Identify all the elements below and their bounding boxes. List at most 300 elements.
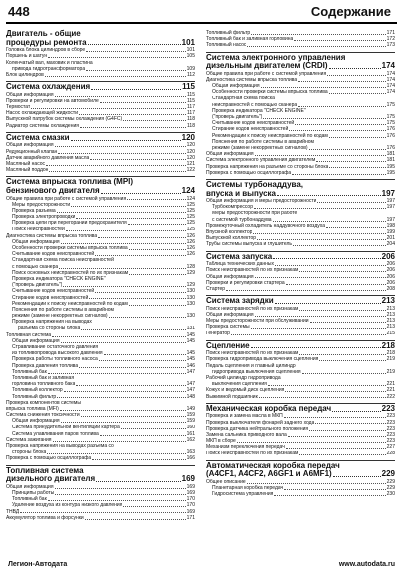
dot-leader bbox=[123, 120, 186, 121]
toc-entry-text: Общая информация bbox=[12, 418, 60, 425]
dot-leader bbox=[309, 430, 386, 431]
toc-entry-text: Топливный коллектор bbox=[12, 387, 63, 394]
toc-entry-text: Поиск основных неисправностей по их признакам bbox=[12, 269, 129, 276]
dot-leader bbox=[275, 303, 381, 304]
toc-entry-text: Система улавливания паров топлива bbox=[12, 430, 99, 437]
toc-entry-text: Общая информация bbox=[12, 238, 60, 245]
toc-entry-text: Общая информация bbox=[206, 311, 254, 318]
toc-entry-page: 175 bbox=[386, 120, 395, 127]
toc-entry-page: 174 bbox=[386, 89, 395, 96]
toc-entry-page: 208 bbox=[386, 285, 395, 292]
dot-leader bbox=[286, 284, 386, 285]
toc-entry-page: 174 bbox=[386, 83, 395, 90]
dot-leader bbox=[226, 290, 386, 291]
toc-entry-text: Турбокомпрессор bbox=[212, 204, 253, 211]
toc-entry-page: 115 bbox=[187, 91, 195, 98]
dot-leader bbox=[251, 347, 381, 348]
toc-entry-text: Топливный фильтр bbox=[206, 30, 251, 36]
toc-entry-text: Гидросистема управления bbox=[212, 491, 274, 498]
toc-entry-page: 170 bbox=[186, 496, 195, 503]
dot-leader bbox=[255, 155, 386, 156]
toc-entry-page: 174 bbox=[386, 70, 395, 77]
toc-entry-text: Топливный бак bbox=[12, 496, 47, 503]
toc-entry[interactable] bbox=[6, 515, 195, 521]
toc-section bbox=[206, 340, 395, 400]
toc-entry-page: 118 bbox=[187, 122, 195, 129]
dot-leader bbox=[253, 233, 385, 234]
publisher-url: www.autodata.ru bbox=[338, 561, 395, 568]
section-heading-line[interactable]: Система электронного управления bbox=[206, 52, 346, 62]
toc-entry-page: 213 bbox=[386, 324, 395, 331]
header-rule bbox=[6, 22, 397, 24]
dot-leader bbox=[92, 459, 186, 460]
dot-leader bbox=[261, 87, 386, 88]
dot-leader bbox=[48, 500, 186, 501]
toc-entry-text: Планетарная коробка передач bbox=[212, 485, 284, 492]
toc-section bbox=[206, 52, 395, 176]
toc-entry-page: 213 bbox=[386, 305, 395, 312]
dot-leader bbox=[58, 153, 185, 154]
toc-entry-page: 129 bbox=[186, 269, 195, 276]
toc-entry-text: Проверки и регулировки стартера bbox=[206, 279, 285, 286]
toc-entry[interactable] bbox=[206, 42, 395, 48]
dot-leader bbox=[247, 46, 385, 47]
dot-leader bbox=[288, 436, 386, 437]
dot-leader bbox=[299, 310, 385, 311]
toc-entry-text: Рекомендации к поиску неисправностей по кодам bbox=[212, 132, 328, 139]
dot-leader bbox=[273, 221, 386, 222]
toc-entry-text: Кожух и ведомый диск сцепления bbox=[206, 387, 285, 394]
toc-section bbox=[6, 132, 195, 174]
toc-entry-text: Выжимной подшипник bbox=[206, 393, 258, 400]
toc-entry-text: Проверка давления топлива bbox=[12, 362, 79, 369]
toc-entry-text: Стирание кодов неисправностей bbox=[12, 294, 89, 301]
dot-leader bbox=[254, 208, 386, 209]
toc-entry-page: 197 bbox=[386, 198, 395, 205]
toc-entry-text: Проверка электропроводки bbox=[12, 214, 76, 221]
section-heading-text: дизельным двигателем (CRDI) bbox=[206, 61, 328, 71]
toc-entry-text: Диагностика системы впрыска топлива bbox=[6, 232, 98, 239]
toc-right-column bbox=[206, 30, 395, 497]
toc-entry-page: 206 bbox=[386, 279, 395, 286]
toc-entry-page: 197 bbox=[386, 216, 395, 223]
toc-left-column bbox=[6, 30, 195, 521]
toc-entry-text: Проверка цепи при перегорании предохранителя bbox=[12, 220, 127, 227]
toc-entry-page: 171 bbox=[186, 514, 195, 521]
toc-entry-page: 166 bbox=[186, 455, 195, 462]
toc-entry-text: Система зажигания bbox=[6, 436, 52, 443]
section-page-number: 218 bbox=[381, 340, 395, 350]
dot-leader bbox=[79, 114, 186, 115]
dot-leader bbox=[59, 268, 186, 269]
toc-entry-text: Проверки и регулировки на автомобиле bbox=[6, 97, 99, 104]
section-heading-text: процедуры ремонта bbox=[6, 37, 87, 47]
toc-entry-page: 130 bbox=[186, 294, 195, 301]
toc-entry-page: 125 bbox=[186, 214, 195, 221]
dot-leader bbox=[299, 454, 385, 455]
section-heading[interactable] bbox=[206, 190, 395, 199]
publisher-name: Легион-Автодата bbox=[8, 561, 68, 568]
toc-entry-text: Топливный бак и заливная bbox=[12, 375, 75, 381]
toc-entry-text: Общая информация bbox=[212, 83, 260, 90]
toc-entry-text: Поиск неисправностей по их признакам bbox=[206, 450, 299, 457]
toc-section bbox=[6, 81, 195, 129]
toc-entry-page: 227 bbox=[386, 444, 395, 451]
dot-leader bbox=[295, 124, 385, 125]
toc-entry-text: режиме (замене некорректных сигналов) bbox=[12, 313, 108, 320]
section-heading[interactable] bbox=[206, 297, 395, 306]
dot-leader bbox=[255, 316, 386, 317]
toc-entry-text: Педаль сцепления и главный цилиндр bbox=[206, 362, 296, 369]
toc-entry-page: 170 bbox=[186, 502, 195, 509]
toc-entry-text: Масляный поддон bbox=[6, 167, 49, 174]
toc-entry-page: 126 bbox=[186, 238, 195, 245]
toc-entry[interactable] bbox=[206, 394, 395, 400]
dot-leader bbox=[294, 40, 385, 41]
toc-entry-text: Особенности проверки системы впрыска топлива bbox=[212, 89, 328, 96]
toc-entry-page: 219 bbox=[386, 356, 395, 363]
toc-entry-page: 169 bbox=[186, 483, 195, 490]
dot-leader bbox=[129, 249, 186, 250]
toc-entry-text: Поршень и шатун bbox=[6, 53, 48, 60]
toc-entry-text: Считывание кодов неисправностей bbox=[12, 288, 95, 295]
dot-leader bbox=[89, 298, 185, 299]
section-heading[interactable] bbox=[6, 83, 195, 92]
toc-entry-page: 118 bbox=[187, 116, 195, 123]
toc-entry-text: Считывание кодов неисправностей bbox=[12, 251, 95, 258]
toc-entry[interactable] bbox=[206, 331, 395, 337]
section-heading-line[interactable]: Системы турбонаддува, bbox=[206, 179, 304, 189]
toc-entry[interactable] bbox=[6, 72, 195, 78]
dot-leader bbox=[52, 336, 185, 337]
toc-entry-page: 126 bbox=[186, 245, 195, 252]
toc-entry-text: Проверка напряжения на выводах bbox=[12, 319, 92, 326]
dot-leader bbox=[95, 292, 185, 293]
toc-entry-text: стороны блока bbox=[12, 449, 47, 456]
section-heading[interactable] bbox=[206, 62, 395, 71]
toc-entry[interactable] bbox=[6, 167, 195, 173]
toc-entry-page: 160 bbox=[186, 424, 195, 431]
toc-entry-text: Промежуточный охладитель наддувочного воздуха bbox=[206, 222, 325, 229]
dot-leader bbox=[81, 329, 185, 330]
dot-leader bbox=[55, 488, 186, 489]
toc-entry-text: Таблица технических данных bbox=[206, 261, 275, 268]
dot-leader bbox=[329, 68, 381, 69]
toc-entry-page: 204 bbox=[386, 241, 395, 248]
toc-entry-text: Меры предосторожности при обслуживании bbox=[206, 318, 309, 325]
toc-entry-page: 126 bbox=[186, 251, 195, 258]
toc-entry-text: Стирание кодов неисправностей bbox=[212, 126, 289, 133]
dot-leader bbox=[81, 416, 186, 417]
toc-entry-page: 215 bbox=[386, 330, 395, 337]
toc-entry-text: Блок цилиндров bbox=[6, 71, 44, 78]
dot-leader bbox=[259, 397, 386, 398]
toc-section bbox=[206, 30, 395, 49]
dot-leader bbox=[128, 224, 186, 225]
toc-entry-text: гидропривода выключения сцепления bbox=[212, 368, 301, 375]
toc-entry[interactable] bbox=[206, 170, 395, 176]
toc-entry-page: 206 bbox=[386, 273, 395, 280]
dot-leader bbox=[329, 137, 386, 138]
section-heading-line[interactable]: Топливная система bbox=[6, 465, 84, 475]
toc-entry[interactable] bbox=[206, 286, 395, 292]
toc-entry-text: Насос охлаждающей жидкости bbox=[6, 110, 79, 117]
dot-leader bbox=[60, 410, 186, 411]
toc-entry-text: Стартер bbox=[206, 285, 226, 292]
section-heading[interactable] bbox=[206, 342, 395, 351]
toc-entry-page: 162 bbox=[186, 436, 195, 443]
dot-leader bbox=[326, 227, 386, 228]
dot-leader bbox=[64, 391, 186, 392]
dot-leader bbox=[86, 51, 185, 52]
dot-leader bbox=[298, 106, 386, 107]
section-heading[interactable] bbox=[6, 187, 195, 196]
toc-entry-text: Проверка компонентов системы bbox=[6, 399, 81, 406]
dot-leader bbox=[76, 218, 185, 219]
toc-entry-text: с помощью сканера bbox=[12, 263, 59, 270]
toc-entry-text: Редукционный клапан bbox=[6, 148, 58, 155]
toc-entry-text: Поиск неисправностей по их признакам bbox=[206, 350, 299, 357]
toc-entry-text: Проверка гидропривода выключения сцепления bbox=[206, 356, 319, 363]
toc-entry-text: Общая информация и меры предосторожности bbox=[206, 198, 317, 205]
toc-entry-page: 223 bbox=[386, 431, 395, 438]
toc-entry-text: Проверка с помощью осциллографа bbox=[206, 169, 292, 176]
section-heading-line[interactable]: Система впрыска топлива (MPI) bbox=[6, 177, 134, 187]
toc-entry-text: Рабочий цилиндр гидропривода bbox=[206, 375, 281, 382]
dot-leader bbox=[80, 127, 186, 128]
section-heading[interactable] bbox=[206, 405, 395, 414]
dot-leader bbox=[55, 146, 186, 147]
section-page-number: 197 bbox=[381, 188, 395, 198]
toc-entry-text: привода гидротрансформатора bbox=[12, 65, 86, 72]
toc-entry-text: Общая информация bbox=[206, 151, 254, 158]
section-heading[interactable] bbox=[6, 134, 195, 143]
dot-leader bbox=[31, 108, 186, 109]
dot-leader bbox=[286, 448, 386, 449]
toc-entry-text: Трубы системы выпуска и глушитель bbox=[206, 241, 292, 248]
dot-leader bbox=[309, 149, 386, 150]
toc-entry-page: 147 bbox=[186, 381, 195, 388]
dot-leader bbox=[329, 93, 386, 94]
dot-leader bbox=[263, 118, 385, 119]
dot-leader bbox=[277, 195, 381, 196]
dot-leader bbox=[292, 174, 386, 175]
dot-leader bbox=[299, 354, 385, 355]
dot-leader bbox=[91, 89, 181, 90]
dot-leader bbox=[86, 70, 186, 71]
dot-leader bbox=[333, 476, 381, 477]
page-number: 448 bbox=[8, 4, 30, 19]
toc-entry-page: 117 bbox=[187, 104, 195, 111]
dot-leader bbox=[61, 422, 186, 423]
toc-entry-text: Общая информация bbox=[6, 483, 54, 490]
section-heading-text: впуска и выпуска bbox=[206, 188, 276, 198]
section-heading-text: бензинового двигателя bbox=[6, 185, 100, 195]
toc-entry-text: Система принудительной вентиляции картера bbox=[12, 424, 120, 431]
toc-entry-text: Пояснения по работе системы в аварийном bbox=[212, 138, 314, 145]
toc-entry-page: 223 bbox=[386, 425, 395, 432]
section-heading[interactable] bbox=[206, 470, 395, 479]
toc-entry-text: Общая информация bbox=[12, 337, 60, 344]
toc-entry-page: 163 bbox=[186, 449, 195, 456]
toc-entry-text: Общая информация bbox=[206, 273, 254, 280]
toc-entry-text: МКП в сборе bbox=[206, 438, 236, 445]
section-heading[interactable] bbox=[6, 39, 195, 48]
toc-entry-text: выключения сцепления bbox=[212, 381, 267, 388]
toc-entry-text: Замена сальника приводного вала bbox=[206, 431, 287, 438]
section-heading-text: (A4CF1, A4CF2, A6GF1 и A6MF1) bbox=[206, 469, 332, 479]
toc-entry[interactable] bbox=[6, 455, 195, 461]
toc-entry-page: 128 bbox=[186, 263, 195, 270]
section-page-number: 174 bbox=[381, 61, 395, 71]
toc-section bbox=[6, 465, 195, 521]
dot-leader bbox=[61, 243, 186, 244]
section-heading-text: Механическая коробка передач bbox=[206, 403, 332, 413]
section-heading[interactable] bbox=[206, 253, 395, 262]
toc-entry-text: Механизм переключения передач bbox=[206, 444, 285, 451]
dot-leader bbox=[76, 385, 185, 386]
toc-entry-page: 159 bbox=[186, 412, 195, 419]
dot-leader bbox=[85, 519, 186, 520]
dot-leader bbox=[104, 354, 186, 355]
toc-entry-text: Проверка работы топливного насоса bbox=[12, 356, 98, 363]
dot-leader bbox=[127, 199, 185, 200]
dot-leader bbox=[55, 494, 185, 495]
toc-entry-text: Поиск неисправностей по их признакам bbox=[206, 305, 299, 312]
toc-entry-page: 199 bbox=[386, 229, 395, 236]
section-page-number: 169 bbox=[181, 474, 195, 484]
toc-entry-page: 120 bbox=[186, 154, 195, 161]
toc-entry-text: Проверка и замена масла в МКП bbox=[206, 413, 283, 420]
page-header bbox=[0, 0, 403, 26]
toc-entry-page: 105 bbox=[186, 53, 195, 60]
toc-entry-page: 130 bbox=[186, 300, 195, 307]
toc-entry-page: 101 bbox=[186, 47, 195, 54]
dot-leader bbox=[316, 161, 385, 162]
dot-leader bbox=[61, 342, 186, 343]
toc-entry-page: 109 bbox=[186, 65, 195, 72]
toc-entry-page: 171 bbox=[386, 30, 395, 36]
toc-entry-page: 125 bbox=[186, 226, 195, 233]
toc-entry-text: Выпускной патрубок системы охлаждения (G4FC) bbox=[6, 116, 123, 123]
dot-leader bbox=[55, 96, 186, 97]
toc-entry-text: Коленчатый вал, маховик и пластина bbox=[6, 59, 93, 66]
toc-entry-text: из топливопровода высокого давления bbox=[12, 350, 103, 357]
dot-leader bbox=[299, 271, 385, 272]
dot-leader bbox=[48, 373, 186, 374]
toc-entry-text: впрыска топлива (MFI) bbox=[6, 405, 59, 412]
toc-entry-page: 169 bbox=[186, 490, 195, 496]
toc-entry-text: Проверка индикатора "CHECK ENGINE" bbox=[212, 107, 306, 114]
toc-entry-page: 145 bbox=[186, 337, 195, 344]
toc-entry-page: 176 bbox=[386, 145, 395, 151]
dot-leader bbox=[98, 237, 186, 238]
toc-entry-page: 181 bbox=[386, 151, 395, 158]
toc-entry-page: 198 bbox=[386, 222, 395, 229]
toc-entry-page: 131 bbox=[186, 325, 195, 332]
dot-leader bbox=[289, 130, 385, 131]
toc-entry[interactable] bbox=[206, 491, 395, 497]
toc-entry[interactable] bbox=[6, 123, 195, 129]
section-heading-line[interactable]: Двигатель - общие bbox=[6, 29, 81, 38]
dot-leader bbox=[66, 230, 186, 231]
dot-leader bbox=[247, 483, 386, 484]
section-heading-line[interactable]: Автоматическая коробка передач bbox=[206, 460, 340, 470]
toc-entry-page: 223 bbox=[386, 438, 395, 445]
toc-entry-text: с системой турбонаддува bbox=[212, 216, 272, 223]
dot-leader bbox=[329, 167, 385, 168]
toc-entry-text: неисправностей с помощью сканера bbox=[212, 101, 298, 108]
dot-leader bbox=[100, 435, 186, 436]
toc-entry-text: Поиск неисправностей по их признакам bbox=[206, 267, 299, 274]
toc-entry-page: 176 bbox=[386, 132, 395, 139]
toc-entry-text: Проверка разъема bbox=[12, 207, 56, 214]
toc-entry[interactable] bbox=[206, 241, 395, 247]
toc-entry-page: 125 bbox=[186, 220, 195, 227]
toc-entry-text: Впускной коллектор bbox=[206, 229, 253, 236]
toc-entry-text: Стандартная схема поиска неисправностей bbox=[12, 257, 114, 264]
toc-entry-text: Принципы работы bbox=[12, 490, 55, 496]
dot-leader bbox=[310, 322, 386, 323]
toc-entry-page: 206 bbox=[386, 267, 395, 274]
section-page-number: 120 bbox=[181, 132, 195, 142]
toc-entry-page: 219 bbox=[386, 368, 395, 375]
toc-entry-text: режиме (замене некорректных сигналов) bbox=[212, 145, 308, 151]
dot-leader bbox=[47, 453, 185, 454]
toc-entry-text: Генератор bbox=[206, 330, 230, 337]
section-page-number: 101 bbox=[181, 37, 195, 47]
dot-leader bbox=[275, 265, 386, 266]
section-heading-text: Система смазки bbox=[6, 132, 70, 142]
toc-entry-text: Датчик аварийного давления масла bbox=[6, 154, 90, 161]
toc-entry-page: 130 bbox=[186, 288, 195, 295]
toc-entry-page: 120 bbox=[186, 142, 195, 149]
toc-entry-page: 176 bbox=[386, 126, 395, 133]
dot-leader bbox=[123, 506, 185, 507]
toc-entry-page: 125 bbox=[186, 201, 195, 208]
dot-leader bbox=[79, 367, 185, 368]
section-page-number: 213 bbox=[381, 296, 395, 306]
toc-entry-page: 218 bbox=[386, 350, 395, 357]
toc-entry-page: 145 bbox=[186, 350, 195, 357]
toc-section bbox=[206, 295, 395, 337]
toc-entry-page: 145 bbox=[186, 356, 195, 363]
toc-entry-page: 230 bbox=[386, 491, 395, 498]
toc-entry-page: 221 bbox=[386, 387, 395, 394]
section-heading-text: Сцепление bbox=[206, 340, 250, 350]
dot-leader bbox=[332, 411, 380, 412]
section-page-number: 206 bbox=[381, 251, 395, 261]
dot-leader bbox=[71, 206, 186, 207]
toc-entry-text: Система снижения токсичности bbox=[6, 412, 80, 419]
toc-entry-page: 172 bbox=[386, 36, 395, 43]
toc-entry-page: 122 bbox=[186, 167, 195, 174]
toc-entry-text: Проверка индикатора "CHECK ENGINE" bbox=[12, 276, 106, 282]
toc-entry[interactable] bbox=[206, 451, 395, 457]
toc-entry-page: 117 bbox=[187, 110, 195, 117]
dot-leader bbox=[53, 441, 186, 442]
toc-entry-text: Проверка датчика нейтрального положения bbox=[206, 425, 309, 432]
section-heading[interactable] bbox=[6, 475, 195, 484]
toc-entry-page: 175 bbox=[386, 101, 395, 108]
section-heading-text: Система запуска bbox=[206, 251, 273, 261]
dot-leader bbox=[315, 423, 385, 424]
toc-entry-page: 146 bbox=[186, 362, 195, 369]
toc-entry-page: 181 bbox=[386, 157, 395, 164]
dot-leader bbox=[109, 317, 186, 318]
toc-entry-page: 197 bbox=[386, 204, 395, 211]
toc-entry-text: ("проверь двигатель") bbox=[212, 114, 263, 121]
